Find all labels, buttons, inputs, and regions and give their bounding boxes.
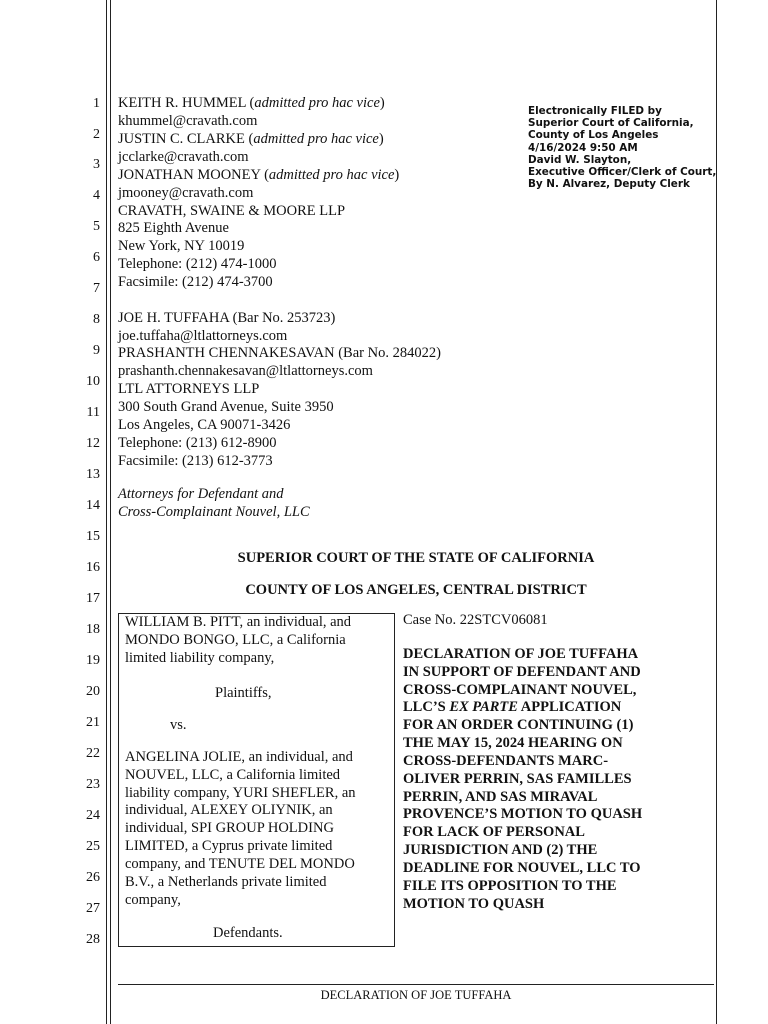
counsel-line: Facsimile: (213) 612-3773: [118, 453, 273, 469]
line-number: 17: [86, 591, 100, 606]
counsel-line: PRASHANTH CHENNAKESAVAN (Bar No. 284022): [118, 345, 441, 361]
line-number: 11: [86, 405, 100, 420]
title-line: OLIVER PERRIN, SAS FAMILLES: [403, 771, 632, 787]
counsel-line: Los Angeles, CA 90071-3426: [118, 417, 291, 433]
title-line: PERRIN, AND SAS MIRAVAL: [403, 789, 598, 805]
plaintiff-line: WILLIAM B. PITT, an individual, and: [125, 614, 352, 630]
counsel-line: JONATHAN MOONEY (admitted pro hac vice): [118, 167, 400, 183]
line-number: 26: [86, 870, 100, 885]
counsel-line: JOE H. TUFFAHA (Bar No. 253723): [118, 310, 336, 326]
line-number: 3: [93, 157, 100, 172]
title-line: IN SUPPORT OF DEFENDANT AND: [403, 664, 641, 680]
defendant-line: company,: [125, 892, 181, 908]
line-number: 12: [86, 436, 100, 451]
plaintiff-line: limited liability company,: [125, 650, 275, 666]
counsel-line: jmooney@cravath.com: [118, 185, 254, 201]
counsel-line: joe.tuffaha@ltlattorneys.com: [118, 328, 288, 344]
court-county: COUNTY OF LOS ANGELES, CENTRAL DISTRICT: [245, 582, 587, 598]
title-line: MOTION TO QUASH: [403, 896, 545, 912]
defendant-line: ANGELINA JOLIE, an individual, and: [125, 749, 353, 765]
stamp-line: Executive Officer/Clerk of Court,: [528, 166, 717, 179]
line-number: 25: [86, 839, 100, 854]
title-line: JURISDICTION AND (2) THE: [403, 842, 598, 858]
line-number: 15: [86, 529, 100, 544]
counsel-line: jcclarke@cravath.com: [118, 149, 249, 165]
line-number: 27: [86, 901, 100, 916]
line-number: 24: [86, 808, 100, 823]
line-number: 1: [93, 96, 100, 111]
stamp-line: County of Los Angeles: [528, 129, 659, 142]
line-number: 6: [93, 250, 100, 265]
defendant-line: individual, SPI GROUP HOLDING: [125, 820, 334, 836]
line-number: 16: [86, 560, 100, 575]
title-line: CROSS-DEFENDANTS MARC-: [403, 753, 609, 769]
title-line: FOR AN ORDER CONTINUING (1): [403, 717, 634, 733]
counsel-line: 300 South Grand Avenue, Suite 3950: [118, 399, 334, 415]
footer-rule: [118, 984, 714, 985]
court-name: SUPERIOR COURT OF THE STATE OF CALIFORNIA: [237, 550, 595, 566]
line-number: 10: [86, 374, 100, 389]
defendant-line: NOUVEL, LLC, a California limited: [125, 767, 341, 783]
case-number: Case No. 22STCV06081: [403, 612, 548, 628]
left-margin-rule: [106, 0, 107, 1024]
defendant-line: B.V., a Netherlands private limited: [125, 874, 327, 890]
counsel-line: Telephone: (213) 612-8900: [118, 435, 277, 451]
line-number: 28: [86, 932, 100, 947]
title-line: DECLARATION OF JOE TUFFAHA: [403, 646, 639, 662]
title-line: DEADLINE FOR NOUVEL, LLC TO: [403, 860, 641, 876]
line-number: 14: [86, 498, 100, 513]
versus: vs.: [170, 717, 187, 733]
defendants-label: Defendants.: [213, 925, 283, 941]
title-line: FOR LACK OF PERSONAL: [403, 824, 585, 840]
left-margin-rule-inner: [110, 0, 111, 1024]
filing-stamp: [528, 105, 716, 190]
line-number: 22: [86, 746, 100, 761]
counsel-line: JUSTIN C. CLARKE (admitted pro hac vice): [118, 131, 384, 147]
counsel-line: KEITH R. HUMMEL (admitted pro hac vice): [118, 95, 385, 111]
line-number: 9: [93, 343, 100, 358]
plaintiff-line: MONDO BONGO, LLC, a California: [125, 632, 346, 648]
stamp-line: Superior Court of California,: [528, 117, 694, 130]
counsel-line: CRAVATH, SWAINE & MOORE LLP: [118, 203, 346, 219]
line-number: 5: [93, 219, 100, 234]
line-number: 19: [86, 653, 100, 668]
title-line: THE MAY 15, 2024 HEARING ON: [403, 735, 623, 751]
stamp-line: 4/16/2024 9:50 AM: [528, 141, 638, 154]
stamp-line: By N. Alvarez, Deputy Clerk: [528, 178, 690, 191]
counsel-line: New York, NY 10019: [118, 238, 245, 254]
stamp-line: David W. Slayton,: [528, 153, 632, 166]
defendant-line: individual, ALEXEY OLIYNIK, an: [125, 802, 333, 818]
counsel-line: khummel@cravath.com: [118, 113, 258, 129]
counsel-line: Facsimile: (212) 474-3700: [118, 274, 273, 290]
counsel-line: 825 Eighth Avenue: [118, 220, 229, 236]
plaintiffs-label: Plaintiffs,: [215, 685, 272, 701]
footer-title: DECLARATION OF JOE TUFFAHA: [320, 988, 512, 1002]
counsel-line: prashanth.chennakesavan@ltlattorneys.com: [118, 363, 373, 379]
attorneys-for-line: Cross-Complainant Nouvel, LLC: [118, 504, 310, 520]
line-number: 23: [86, 777, 100, 792]
line-number: 20: [86, 684, 100, 699]
stamp-line: Electronically FILED by: [528, 105, 662, 117]
line-number: 8: [93, 312, 100, 327]
defendant-line: LIMITED, a Cyprus private limited: [125, 838, 333, 854]
attorneys-for-line: Attorneys for Defendant and: [118, 486, 284, 502]
line-number: 4: [93, 188, 100, 203]
title-line: FILE ITS OPPOSITION TO THE: [403, 878, 617, 894]
title-line: LLC’S EX PARTE APPLICATION: [403, 699, 622, 715]
line-number: 21: [86, 715, 100, 730]
title-line: PROVENCE’S MOTION TO QUASH: [403, 806, 643, 822]
line-number: 2: [93, 127, 100, 142]
defendant-line: company, and TENUTE DEL MONDO: [125, 856, 355, 872]
line-number: 18: [86, 622, 100, 637]
line-number: 13: [86, 467, 100, 482]
title-line: CROSS-COMPLAINANT NOUVEL,: [403, 682, 637, 698]
counsel-line: Telephone: (212) 474-1000: [118, 256, 277, 272]
defendant-line: liability company, YURI SHEFLER, an: [125, 785, 356, 801]
counsel-line: LTL ATTORNEYS LLP: [118, 381, 260, 397]
line-number: 7: [93, 281, 100, 296]
